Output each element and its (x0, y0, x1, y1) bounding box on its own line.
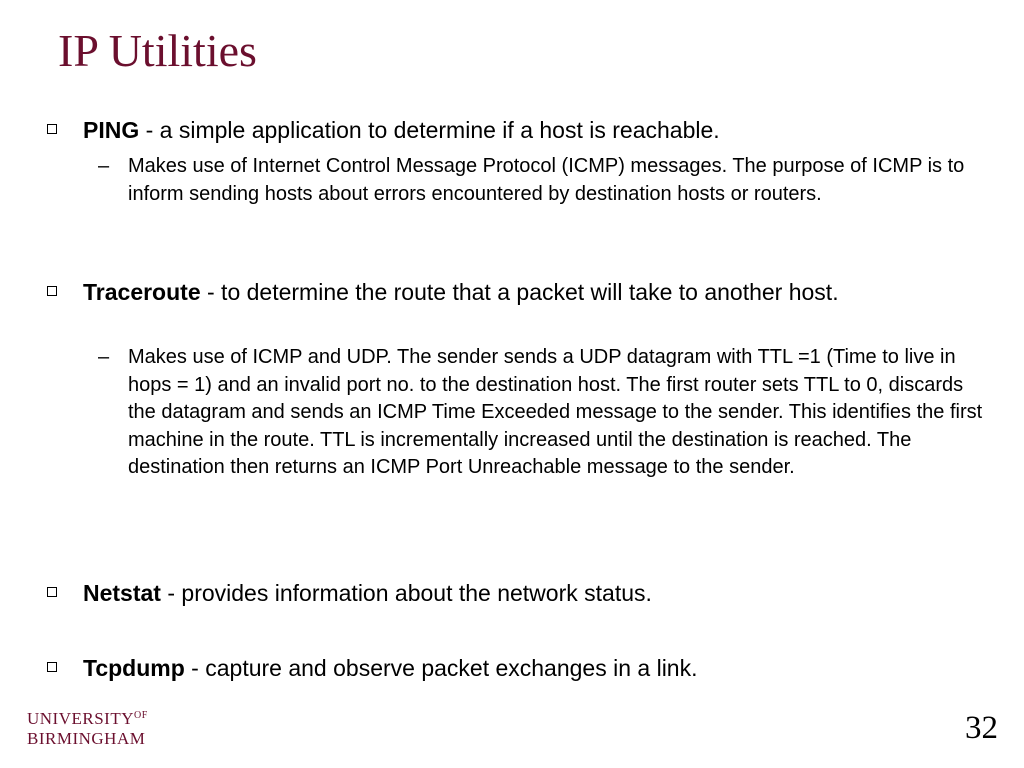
square-bullet-icon (47, 587, 57, 597)
sub-bullet-text: Makes use of ICMP and UDP. The sender sends a UDP datagram with TTL =1 (Time to live in hops = 1) and an invalid port no. to the destination host. The first router sets TTL to 0, discards the datagram and sends an ICMP Time Exceeded message to the sender. This identifies the first machine in the route. TTL is incrementally increased until the destination is reached. The destination then returns an ICMP Port Unreachable message to the sender. (128, 346, 983, 478)
bullet-ping (83, 115, 983, 146)
bullet-netstat (83, 578, 983, 609)
square-bullet-icon (47, 662, 57, 672)
bullet-term: Tcpdump (83, 655, 185, 681)
logo-line2: BIRMINGHAM (27, 729, 146, 748)
dash-bullet-icon: – (98, 346, 110, 368)
page-number: 32 (965, 710, 998, 746)
bullet-text: - provides information about the network status. (160, 580, 652, 606)
bullet-tcpdump (83, 653, 983, 684)
bullet-traceroute (83, 277, 983, 308)
slide-title: IP Utilities (58, 25, 257, 76)
square-bullet-icon (47, 124, 57, 134)
logo-of: OF (134, 710, 148, 721)
sub-bullet-text: Makes use of Internet Control Message Protocol (ICMP) messages. The purpose of ICMP is to inform sending hosts about errors encountered by destination hosts or routers. (128, 155, 965, 205)
university-logo (27, 706, 148, 749)
bullet-text: - to determine the route that a packet will take to another host. (200, 279, 839, 305)
bullet-term: Netstat (83, 580, 161, 606)
sub-bullet-traceroute (98, 344, 988, 482)
dash-bullet-icon: – (98, 155, 110, 177)
square-bullet-icon (47, 286, 57, 296)
bullet-term: PING (83, 117, 140, 143)
bullet-term: Traceroute (83, 279, 201, 305)
logo-line1: UNIVERSITY (27, 709, 134, 728)
bullet-text: - a simple application to determine if a host is reachable. (139, 117, 720, 143)
sub-bullet-ping (98, 153, 988, 208)
bullet-text: - capture and observe packet exchanges in a link. (184, 655, 698, 681)
